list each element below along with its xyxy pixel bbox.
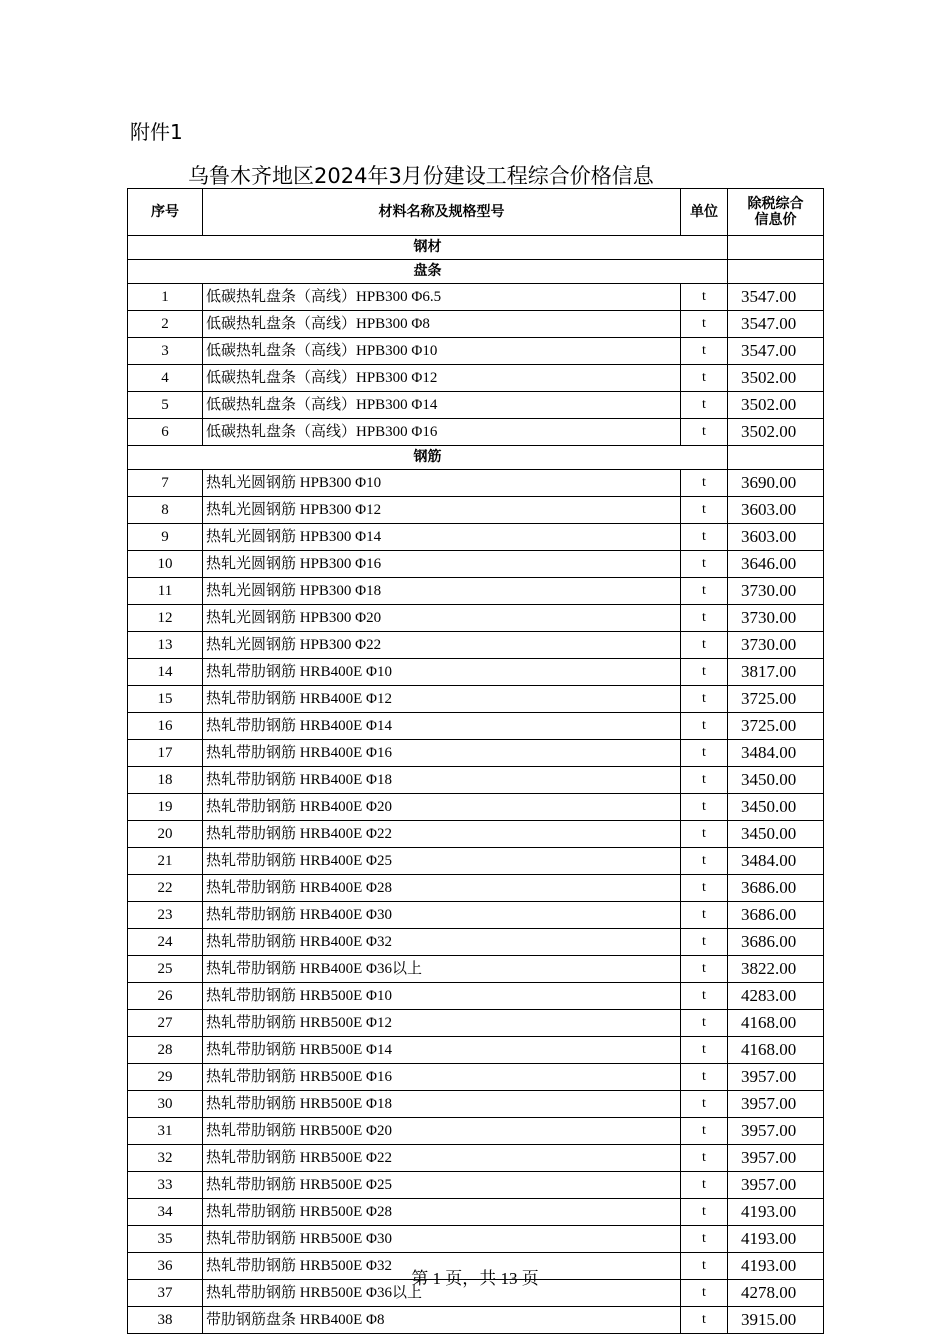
row-price: 3730.00 xyxy=(728,632,824,659)
row-no: 35 xyxy=(128,1226,203,1253)
row-price: 3547.00 xyxy=(728,338,824,365)
header-unit: 单位 xyxy=(681,189,728,236)
table-row xyxy=(128,1091,824,1118)
row-price: 4193.00 xyxy=(728,1253,824,1280)
table-row xyxy=(128,740,824,767)
table-row xyxy=(128,524,824,551)
table-row xyxy=(128,929,824,956)
row-name: 低碳热轧盘条（高线）HPB300 Φ6.5 xyxy=(203,284,681,311)
row-price: 3690.00 xyxy=(728,470,824,497)
row-unit: t xyxy=(681,875,728,902)
row-name: 热轧带肋钢筋 HRB400E Φ36以上 xyxy=(203,956,681,983)
table-row xyxy=(128,1307,824,1334)
row-price: 3957.00 xyxy=(728,1064,824,1091)
row-no: 19 xyxy=(128,794,203,821)
row-price: 3915.00 xyxy=(728,1307,824,1334)
row-price: 3502.00 xyxy=(728,419,824,446)
row-no: 9 xyxy=(128,524,203,551)
table-row xyxy=(128,1010,824,1037)
header-price-line2: 信息价 xyxy=(754,212,797,228)
row-no: 6 xyxy=(128,419,203,446)
row-name: 热轧带肋钢筋 HRB400E Φ16 xyxy=(203,740,681,767)
row-unit: t xyxy=(681,338,728,365)
page-title: 乌鲁木齐地区2024年3月份建设工程综合价格信息 xyxy=(188,164,654,188)
category-row-sub2 xyxy=(128,446,824,470)
category-sub1: 盘条 xyxy=(128,260,728,284)
table-row xyxy=(128,713,824,740)
row-name: 热轧带肋钢筋 HRB500E Φ18 xyxy=(203,1091,681,1118)
category-main: 钢材 xyxy=(128,236,728,260)
row-no: 30 xyxy=(128,1091,203,1118)
table-row xyxy=(128,392,824,419)
category-sub1-empty xyxy=(728,260,824,284)
row-price: 4168.00 xyxy=(728,1010,824,1037)
table-row xyxy=(128,497,824,524)
row-no: 28 xyxy=(128,1037,203,1064)
row-name: 热轧带肋钢筋 HRB500E Φ30 xyxy=(203,1226,681,1253)
table-row xyxy=(128,1226,824,1253)
row-no: 10 xyxy=(128,551,203,578)
row-unit: t xyxy=(681,1280,728,1307)
row-no: 33 xyxy=(128,1172,203,1199)
table-row xyxy=(128,632,824,659)
row-price: 3686.00 xyxy=(728,902,824,929)
attachment-label: 附件1 xyxy=(130,120,183,144)
row-name: 热轧带肋钢筋 HRB500E Φ25 xyxy=(203,1172,681,1199)
row-unit: t xyxy=(681,1307,728,1334)
table-row xyxy=(128,311,824,338)
row-unit: t xyxy=(681,1118,728,1145)
row-name: 热轧带肋钢筋 HRB400E Φ28 xyxy=(203,875,681,902)
row-name: 热轧带肋钢筋 HRB400E Φ20 xyxy=(203,794,681,821)
table-row xyxy=(128,605,824,632)
row-no: 16 xyxy=(128,713,203,740)
row-no: 25 xyxy=(128,956,203,983)
row-unit: t xyxy=(681,1253,728,1280)
row-no: 3 xyxy=(128,338,203,365)
row-price: 4168.00 xyxy=(728,1037,824,1064)
row-no: 12 xyxy=(128,605,203,632)
row-unit: t xyxy=(681,1064,728,1091)
row-price: 3725.00 xyxy=(728,686,824,713)
row-no: 18 xyxy=(128,767,203,794)
row-name: 热轧带肋钢筋 HRB500E Φ16 xyxy=(203,1064,681,1091)
row-price: 3547.00 xyxy=(728,311,824,338)
row-name: 热轧带肋钢筋 HRB400E Φ14 xyxy=(203,713,681,740)
table-row xyxy=(128,365,824,392)
row-name: 热轧光圆钢筋 HPB300 Φ12 xyxy=(203,497,681,524)
row-unit: t xyxy=(681,1091,728,1118)
row-no: 7 xyxy=(128,470,203,497)
table-row xyxy=(128,1172,824,1199)
row-unit: t xyxy=(681,794,728,821)
table-header-row xyxy=(128,189,824,236)
row-unit: t xyxy=(681,632,728,659)
row-price: 3686.00 xyxy=(728,929,824,956)
row-price: 3957.00 xyxy=(728,1172,824,1199)
row-price: 3603.00 xyxy=(728,524,824,551)
row-no: 34 xyxy=(128,1199,203,1226)
table-row xyxy=(128,1064,824,1091)
row-name: 热轧带肋钢筋 HRB500E Φ12 xyxy=(203,1010,681,1037)
table-row xyxy=(128,821,824,848)
row-unit: t xyxy=(681,551,728,578)
row-name: 热轧光圆钢筋 HPB300 Φ18 xyxy=(203,578,681,605)
row-unit: t xyxy=(681,659,728,686)
header-name: 材料名称及规格型号 xyxy=(203,189,681,236)
row-no: 17 xyxy=(128,740,203,767)
row-price: 3817.00 xyxy=(728,659,824,686)
row-no: 38 xyxy=(128,1307,203,1334)
row-unit: t xyxy=(681,419,728,446)
table-row xyxy=(128,284,824,311)
row-name: 热轧带肋钢筋 HRB400E Φ22 xyxy=(203,821,681,848)
table-row xyxy=(128,686,824,713)
table-row xyxy=(128,956,824,983)
category-row-sub1 xyxy=(128,260,824,284)
row-no: 2 xyxy=(128,311,203,338)
row-name: 热轧带肋钢筋 HRB500E Φ36以上 xyxy=(203,1280,681,1307)
row-name: 低碳热轧盘条（高线）HPB300 Φ10 xyxy=(203,338,681,365)
table-row xyxy=(128,1145,824,1172)
table-row xyxy=(128,767,824,794)
table-row xyxy=(128,470,824,497)
row-price: 3484.00 xyxy=(728,740,824,767)
row-price: 3646.00 xyxy=(728,551,824,578)
row-unit: t xyxy=(681,497,728,524)
row-no: 37 xyxy=(128,1280,203,1307)
row-no: 13 xyxy=(128,632,203,659)
row-no: 29 xyxy=(128,1064,203,1091)
row-name: 热轧带肋钢筋 HRB500E Φ20 xyxy=(203,1118,681,1145)
row-unit: t xyxy=(681,956,728,983)
row-no: 24 xyxy=(128,929,203,956)
row-no: 31 xyxy=(128,1118,203,1145)
row-unit: t xyxy=(681,821,728,848)
table-row xyxy=(128,1118,824,1145)
price-table xyxy=(127,188,824,1334)
row-name: 热轧带肋钢筋 HRB400E Φ30 xyxy=(203,902,681,929)
table-row xyxy=(128,578,824,605)
row-name: 热轧带肋钢筋 HRB400E Φ18 xyxy=(203,767,681,794)
row-unit: t xyxy=(681,767,728,794)
row-unit: t xyxy=(681,983,728,1010)
row-no: 8 xyxy=(128,497,203,524)
row-name: 低碳热轧盘条（高线）HPB300 Φ16 xyxy=(203,419,681,446)
row-unit: t xyxy=(681,1172,728,1199)
row-price: 3502.00 xyxy=(728,365,824,392)
row-price: 3957.00 xyxy=(728,1118,824,1145)
row-unit: t xyxy=(681,470,728,497)
category-sub2-empty xyxy=(728,446,824,470)
row-no: 21 xyxy=(128,848,203,875)
row-no: 23 xyxy=(128,902,203,929)
row-no: 22 xyxy=(128,875,203,902)
row-unit: t xyxy=(681,740,728,767)
row-no: 36 xyxy=(128,1253,203,1280)
row-no: 26 xyxy=(128,983,203,1010)
table-row xyxy=(128,659,824,686)
row-price: 3484.00 xyxy=(728,848,824,875)
row-no: 1 xyxy=(128,284,203,311)
row-price: 3450.00 xyxy=(728,767,824,794)
row-price: 3603.00 xyxy=(728,497,824,524)
header-price-line1: 除税综合 xyxy=(747,196,804,212)
row-price: 3730.00 xyxy=(728,605,824,632)
row-unit: t xyxy=(681,1145,728,1172)
row-name: 热轧带肋钢筋 HRB500E Φ14 xyxy=(203,1037,681,1064)
row-unit: t xyxy=(681,686,728,713)
row-unit: t xyxy=(681,392,728,419)
row-unit: t xyxy=(681,524,728,551)
row-no: 4 xyxy=(128,365,203,392)
row-unit: t xyxy=(681,284,728,311)
row-unit: t xyxy=(681,1226,728,1253)
row-no: 14 xyxy=(128,659,203,686)
row-no: 11 xyxy=(128,578,203,605)
row-name: 热轧带肋钢筋 HRB500E Φ22 xyxy=(203,1145,681,1172)
table-row xyxy=(128,338,824,365)
row-price: 3686.00 xyxy=(728,875,824,902)
row-unit: t xyxy=(681,605,728,632)
row-price: 3725.00 xyxy=(728,713,824,740)
row-name: 低碳热轧盘条（高线）HPB300 Φ8 xyxy=(203,311,681,338)
row-price: 4193.00 xyxy=(728,1226,824,1253)
row-price: 3547.00 xyxy=(728,284,824,311)
row-price: 4193.00 xyxy=(728,1199,824,1226)
row-price: 3957.00 xyxy=(728,1145,824,1172)
table-row xyxy=(128,983,824,1010)
table-row xyxy=(128,1037,824,1064)
row-unit: t xyxy=(681,365,728,392)
row-price: 3450.00 xyxy=(728,794,824,821)
row-no: 20 xyxy=(128,821,203,848)
row-price: 4278.00 xyxy=(728,1280,824,1307)
table-row xyxy=(128,875,824,902)
row-unit: t xyxy=(681,578,728,605)
category-main-empty xyxy=(728,236,824,260)
row-name: 热轧光圆钢筋 HPB300 Φ10 xyxy=(203,470,681,497)
row-name: 热轧带肋钢筋 HRB400E Φ10 xyxy=(203,659,681,686)
row-price: 3730.00 xyxy=(728,578,824,605)
row-name: 低碳热轧盘条（高线）HPB300 Φ12 xyxy=(203,365,681,392)
row-unit: t xyxy=(681,1199,728,1226)
row-no: 15 xyxy=(128,686,203,713)
row-no: 32 xyxy=(128,1145,203,1172)
row-name: 热轧光圆钢筋 HPB300 Φ16 xyxy=(203,551,681,578)
row-name: 热轧光圆钢筋 HPB300 Φ14 xyxy=(203,524,681,551)
row-name: 热轧光圆钢筋 HPB300 Φ22 xyxy=(203,632,681,659)
table-row xyxy=(128,419,824,446)
row-name: 热轧光圆钢筋 HPB300 Φ20 xyxy=(203,605,681,632)
row-unit: t xyxy=(681,848,728,875)
row-unit: t xyxy=(681,902,728,929)
table-row xyxy=(128,1199,824,1226)
header-price xyxy=(728,189,824,236)
row-price: 3957.00 xyxy=(728,1091,824,1118)
table-row xyxy=(128,848,824,875)
row-unit: t xyxy=(681,1010,728,1037)
category-row-main xyxy=(128,236,824,260)
row-name: 带肋钢筋盘条 HRB400E Φ8 xyxy=(203,1307,681,1334)
row-no: 5 xyxy=(128,392,203,419)
header-no: 序号 xyxy=(128,189,203,236)
table-row xyxy=(128,902,824,929)
row-unit: t xyxy=(681,929,728,956)
table-row xyxy=(128,794,824,821)
row-name: 热轧带肋钢筋 HRB500E Φ28 xyxy=(203,1199,681,1226)
table-row xyxy=(128,551,824,578)
page-footer: 第 1 页，共 13 页 xyxy=(411,1269,539,1288)
row-price: 4283.00 xyxy=(728,983,824,1010)
row-price: 3822.00 xyxy=(728,956,824,983)
row-name: 热轧带肋钢筋 HRB500E Φ32 xyxy=(203,1253,681,1280)
row-name: 热轧带肋钢筋 HRB500E Φ10 xyxy=(203,983,681,1010)
category-sub2: 钢筋 xyxy=(128,446,728,470)
row-name: 热轧带肋钢筋 HRB400E Φ12 xyxy=(203,686,681,713)
row-name: 低碳热轧盘条（高线）HPB300 Φ14 xyxy=(203,392,681,419)
row-unit: t xyxy=(681,1037,728,1064)
row-name: 热轧带肋钢筋 HRB400E Φ32 xyxy=(203,929,681,956)
row-price: 3502.00 xyxy=(728,392,824,419)
row-name: 热轧带肋钢筋 HRB400E Φ25 xyxy=(203,848,681,875)
row-no: 27 xyxy=(128,1010,203,1037)
row-unit: t xyxy=(681,713,728,740)
row-price: 3450.00 xyxy=(728,821,824,848)
row-unit: t xyxy=(681,311,728,338)
